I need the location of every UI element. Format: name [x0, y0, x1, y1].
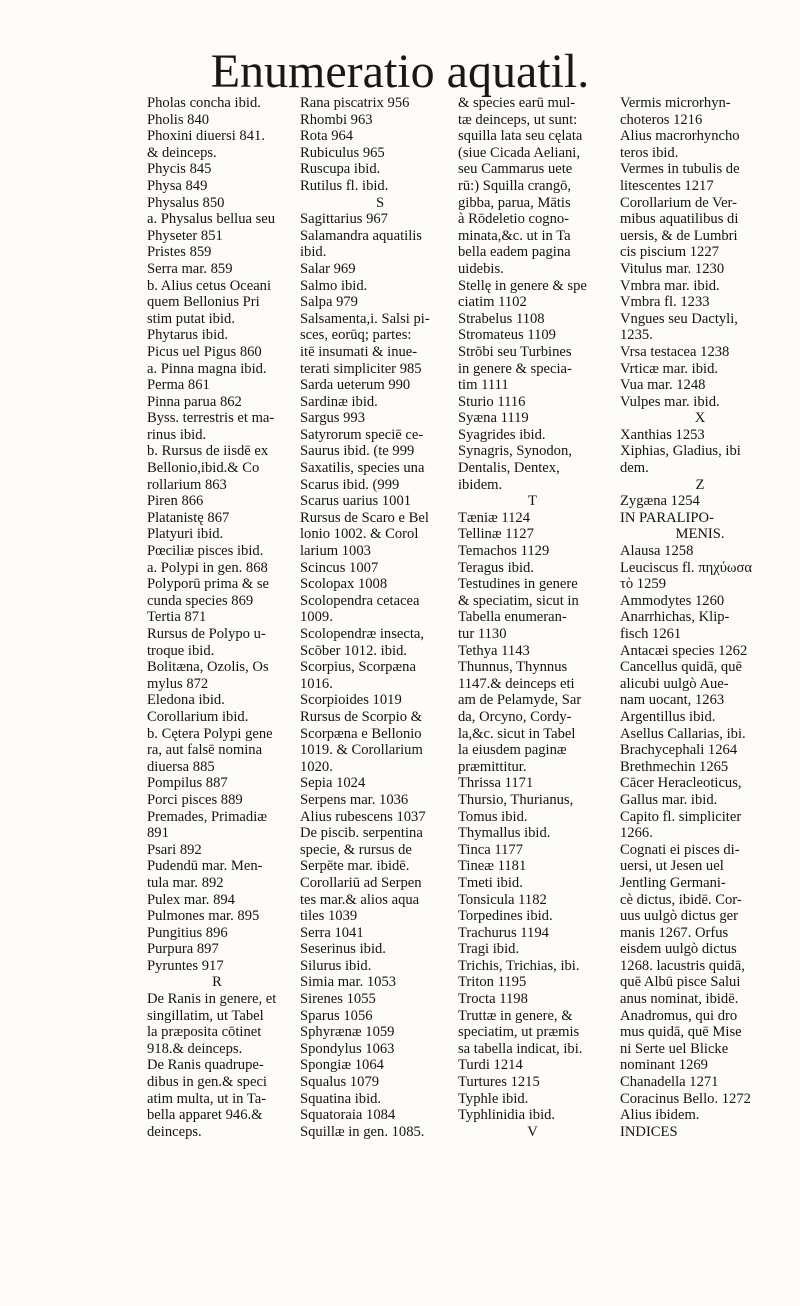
index-entry: Trichis, Trichias, ibi. [458, 957, 580, 974]
index-entry: a. Pinna magna ibid. [147, 360, 267, 377]
index-entry: lonio 1002. & Corol [300, 526, 419, 543]
index-entry: Strōbi seu Turbines [458, 343, 572, 360]
index-entry: mus quidā, quē Mise [620, 1024, 742, 1041]
index-entry: Rubiculus 965 [300, 144, 385, 161]
index-entry: uidebis. [458, 260, 504, 277]
index-entry: Turdi 1214 [458, 1057, 523, 1074]
index-entry: uus uulgò dictus ger [620, 908, 738, 925]
index-entry: bella apparet 946.& [147, 1107, 263, 1124]
index-entry: Pholas concha ibid. [147, 95, 261, 111]
index-entry: Typhle ibid. [458, 1090, 529, 1107]
index-entry: Alausa 1258 [620, 543, 694, 560]
index-entry: Sturio 1116 [458, 393, 526, 410]
index-entry: Alius macrorhyncho [620, 128, 740, 145]
index-entry: Pœciliæ pisces ibid. [147, 543, 264, 560]
index-entry: Bellonio,ibid.& Co [147, 460, 260, 477]
index-entry: Tineæ 1181 [458, 858, 527, 875]
index-entry: anus nominat, ibidē. [620, 991, 739, 1008]
index-entry: Temachos 1129 [458, 543, 550, 560]
index-entry: Ammodytes 1260 [620, 592, 725, 609]
index-entry: Picus uel Pigus 860 [147, 343, 262, 360]
index-entry: Salmo ibid. [300, 277, 368, 294]
index-entry: Eledona ibid. [147, 692, 225, 709]
index-entry: Perma 861 [147, 377, 210, 394]
index-entry: b. Cętera Polypi gene [147, 725, 273, 742]
index-entry: Antacæi species 1262 [620, 642, 748, 659]
index-entry: tur 1130 [458, 626, 507, 642]
index-entry: troque ibid. [147, 642, 215, 659]
index-entry: Anadromus, qui dro [620, 1007, 738, 1024]
index-entry: Platyuri ibid. [147, 526, 224, 543]
index-entry: Scarus uarius 1001 [300, 493, 412, 510]
index-entry: Asellus Callarias, ibi. [620, 725, 746, 742]
index-entry: squilla lata seu cęlata [458, 128, 583, 145]
index-entry: Trocta 1198 [458, 991, 528, 1008]
index-entry: Serpēte mar. ibidē. [300, 858, 410, 875]
index-entry: Vngues seu Dactyli, [620, 310, 738, 327]
index-entry: 1266. [620, 825, 653, 842]
index-entry: Turtures 1215 [458, 1074, 540, 1091]
index-entry: Sphyrænæ 1059 [300, 1024, 395, 1041]
index-entry: Rota 964 [300, 128, 354, 145]
index-entry: Tethya 1143 [458, 642, 530, 659]
index-entry: Sarda ueterum 990 [300, 377, 411, 394]
index-entry: Vua mar. 1248 [620, 377, 706, 394]
index-entry: Spongiæ 1064 [300, 1057, 384, 1074]
index-entry: Psari 892 [147, 841, 202, 858]
index-entry: Thunnus, Thynnus [458, 659, 568, 676]
index-entry: Alius rubescens 1037 [300, 808, 426, 825]
index-entry: Scolopax 1008 [300, 576, 388, 593]
index-entry: la eiusdem paginæ [458, 742, 567, 759]
index-entry: Vrsa testacea 1238 [620, 343, 730, 360]
index-entry: ciatim 1102 [458, 294, 527, 311]
index-entry: teros ibid. [620, 144, 679, 161]
index-entry: Scorpius, Scorpæna [300, 659, 416, 676]
index-column-3 [458, 95, 607, 1140]
index-entry: Testudines in genere [458, 576, 578, 593]
index-entry: stim putat ibid. [147, 310, 235, 327]
index-entry: bella eadem pagina [458, 244, 571, 261]
index-entry: Scarus ibid. (999 [300, 476, 400, 493]
index-entry: INDICES [620, 1123, 678, 1140]
index-entry: Rursus de Scorpio & [300, 708, 423, 725]
index-entry: Z [695, 476, 705, 493]
index-entry: ibidem. [458, 476, 503, 493]
index-entry: gibba, parua, Mātis [458, 194, 571, 211]
index-entry: litescentes 1217 [620, 177, 714, 194]
index-entry: De piscib. serpentina [300, 825, 423, 842]
index-entry: la præposita cōtinet [147, 1024, 262, 1041]
index-entry: Vmbra mar. ibid. [620, 277, 720, 294]
index-entry: Vulpes mar. ibid. [620, 393, 720, 410]
index-entry: S [375, 194, 385, 211]
index-entry: rollarium 863 [147, 476, 227, 493]
index-entry: Syagrides ibid. [458, 426, 546, 443]
index-entry: a. Polypi in gen. 868 [147, 559, 268, 576]
index-entry: Coracinus Bello. 1272 [620, 1090, 751, 1107]
index-entry: Pholis 840 [147, 111, 210, 128]
index-entry: Anarrhichas, Klip- [620, 609, 730, 626]
index-entry: Pudendū mar. Men- [147, 858, 263, 875]
index-entry: Tæniæ 1124 [458, 509, 531, 526]
index-entry: Stellę in genere & spe [458, 277, 587, 294]
index-entry: Stromateus 1109 [458, 327, 556, 344]
index-entry: Salar 969 [300, 260, 356, 277]
index-entry: (siue Cicada Aeliani, [458, 144, 580, 161]
index-entry: 1147.& deinceps eti [458, 675, 575, 692]
index-entry: Phycis 845 [147, 161, 212, 178]
index-entry: a. Physalus bellua seu [147, 211, 276, 228]
index-entry: Thrissa 1171 [458, 775, 534, 792]
index-entry: ibid. [300, 244, 327, 261]
index-entry: itē insumati & inue- [300, 343, 418, 360]
index-entry: Corollarium de Ver- [620, 194, 737, 211]
index-entry: manis 1267. Orfus [620, 924, 729, 941]
index-entry: b. Rursus de iisdē ex [147, 443, 269, 460]
index-entry: Physeter 851 [147, 227, 223, 244]
index-entry: De Ranis in genere, et [147, 991, 277, 1008]
index-entry: speciatim, ut præmis [458, 1024, 580, 1041]
index-entry: Pinna parua 862 [147, 393, 242, 410]
index-entry: da, Orcyno, Cordy- [458, 708, 572, 725]
index-entry: Corollariū ad Serpen [300, 874, 422, 891]
index-entry: Pompilus 887 [147, 775, 228, 792]
index-entry: Polyporū prima & se [147, 576, 270, 593]
index-entry: sa tabella indicat, ibi. [458, 1040, 583, 1057]
index-entry: Torpedines ibid. [458, 908, 553, 925]
index-entry: Leuciscus fl. πηχύωσα [620, 559, 753, 576]
index-entry: Triton 1195 [458, 974, 527, 991]
index-entry: in genere & specia- [458, 360, 572, 377]
index-entry: Simia mar. 1053 [300, 974, 397, 991]
index-entry: V [527, 1123, 538, 1140]
index-entry: Pungitius 896 [147, 924, 228, 941]
index-entry: 918.& deinceps. [147, 1040, 243, 1057]
index-entry: Piren 866 [147, 493, 204, 510]
index-entry: singillatim, ut Tabel [147, 1007, 264, 1024]
index-entry: R [212, 974, 222, 991]
index-entry: & species earū mul- [458, 95, 576, 111]
index-entry: Vmbra fl. 1233 [620, 294, 710, 311]
index-entry: X [694, 410, 706, 427]
index-entry: Squatina ibid. [300, 1090, 382, 1107]
index-entry: Scōber 1012. ibid. [300, 642, 408, 659]
index-entry: Physalus 850 [147, 194, 225, 211]
index-entry: quem Bellonius Pri [147, 294, 260, 311]
index-entry: Serra mar. 859 [147, 260, 233, 277]
index-entry: nam uocant, 1263 [620, 692, 725, 709]
index-entry: Salsamenta,i. Salsi pi- [300, 310, 430, 327]
index-entry: Tomus ibid. [458, 808, 528, 825]
index-entry: Strabelus 1108 [458, 310, 545, 327]
index-entry: Spondylus 1063 [300, 1040, 395, 1057]
index-entry: tula mar. 892 [147, 874, 224, 891]
index-entry: tiles 1039 [300, 908, 358, 925]
index-entry: Saxatilis, species una [300, 460, 425, 477]
index-entry: præmittitur. [458, 758, 527, 775]
index-entry: Salpa 979 [300, 294, 358, 311]
index-entry: Platanistę 867 [147, 509, 230, 526]
index-entry: Trachurus 1194 [458, 924, 549, 941]
index-entry: seu Cammarus uete [458, 161, 573, 178]
index-entry: Sardinæ ibid. [300, 393, 378, 410]
index-entry: Thursio, Thurianus, [458, 791, 574, 808]
index-entry: Alius ibidem. [620, 1107, 700, 1124]
index-entry: Vitulus mar. 1230 [620, 260, 725, 277]
index-entry: Silurus ibid. [300, 957, 372, 974]
index-entry: eisdem uulgò dictus [620, 941, 737, 958]
index-entry: Chanadella 1271 [620, 1074, 719, 1091]
index-entry: Ruscupa ibid. [300, 161, 381, 178]
index-entry: nominant 1269 [620, 1057, 708, 1074]
index-entry: Byss. terrestris et ma- [147, 410, 275, 427]
index-entry: Sargus 993 [300, 410, 366, 427]
index-entry: larium 1003 [300, 543, 371, 560]
index-entry: tes mar.& alios aqua [300, 891, 420, 908]
index-entry: IN PARALIPO- [620, 509, 714, 526]
index-entry: Cognati ei pisces di- [620, 841, 740, 858]
index-entry: Vermes in tubulis de [620, 161, 740, 178]
index-entry: ra, aut falsē nomina [147, 742, 263, 759]
index-entry: alicubi uulgò Aue- [620, 675, 729, 692]
index-entry: 1020. [300, 758, 333, 775]
index-entry: Scorpioides 1019 [300, 692, 402, 709]
index-entry: rū:) Squilla crangō, [458, 177, 572, 194]
index-entry: à Rōdeletio cogno- [458, 211, 570, 228]
index-column-4 [620, 95, 780, 1140]
index-entry: Brethmechin 1265 [620, 758, 729, 775]
index-entry: dem. [620, 460, 649, 477]
index-entry: fisch 1261 [620, 626, 682, 642]
index-entry: Squillæ in gen. 1085. [300, 1123, 425, 1140]
index-entry: cunda species 869 [147, 592, 254, 609]
index-entry: Saurus ibid. (te 999 [300, 443, 415, 460]
index-entry: Serra 1041 [300, 924, 364, 941]
index-entry: Brachycephali 1264 [620, 742, 738, 759]
index-entry: Squalus 1079 [300, 1074, 380, 1091]
index-entry: Serpens mar. 1036 [300, 791, 409, 808]
index-entry: Sepia 1024 [300, 775, 366, 792]
index-entry: Tragi ibid. [458, 941, 520, 958]
index-entry: Capito fl. simpliciter [620, 808, 742, 825]
index-entry: atim multa, ut in Ta- [147, 1090, 267, 1107]
index-entry: Teragus ibid. [458, 559, 534, 576]
index-entry: & speciatim, sicut in [458, 592, 579, 609]
index-entry: Seserinus ibid. [300, 941, 386, 958]
index-entry: Synagris, Synodon, [458, 443, 572, 460]
index-entry: Rutilus fl. ibid. [300, 177, 389, 194]
index-entry: Argentillus ibid. [620, 708, 716, 725]
index-columns [147, 95, 797, 1295]
index-entry: 1016. [300, 675, 333, 692]
index-entry: 1268. lacustris quidā, [620, 957, 745, 974]
index-entry: rinus ibid. [147, 426, 207, 443]
index-entry: Scorpæna e Bellonio [300, 725, 422, 742]
index-entry: 1009. [300, 609, 333, 626]
index-entry: Salamandra aquatilis [300, 227, 422, 244]
index-entry: 1235. [620, 327, 653, 344]
index-entry: Vrticæ mar. ibid. [620, 360, 719, 377]
index-entry: Scincus 1007 [300, 559, 379, 576]
index-entry: cis piscium 1227 [620, 244, 719, 261]
index-entry: Zygæna 1254 [620, 493, 700, 510]
index-entry: Tonsicula 1182 [458, 891, 547, 908]
index-entry: cè dictus, ibidē. Cor- [620, 891, 742, 908]
index-entry: Bolitæna, Ozolis, Os [147, 659, 269, 676]
index-entry: Vermis microrhyn- [620, 95, 731, 111]
index-entry: Scolopendræ insecta, [300, 626, 425, 642]
index-entry: choteros 1216 [620, 111, 703, 128]
index-entry: mylus 872 [147, 675, 209, 692]
index-entry: Pulex mar. 894 [147, 891, 235, 908]
index-entry: Xiphias, Gladius, ibi [620, 443, 741, 460]
index-entry: Squatoraia 1084 [300, 1107, 396, 1124]
page-title: Enumeratio aquatil. [210, 45, 590, 98]
index-entry: Xanthias 1253 [620, 426, 705, 443]
index-entry: deinceps. [147, 1123, 202, 1140]
index-entry: Premades, Primadiæ [147, 808, 267, 825]
index-entry: Jentling Germani- [620, 874, 726, 891]
index-entry: Satyrorum speciē ce- [300, 426, 424, 443]
index-entry: la,&c. sicut in Tabel [458, 725, 576, 742]
index-entry: ni Serte uel Blicke [620, 1040, 729, 1057]
index-entry: terati simpliciter 985 [300, 360, 422, 377]
index-entry: Tertia 871 [147, 609, 207, 626]
index-entry: Syæna 1119 [458, 410, 529, 427]
index-entry: specie, & rursus de [300, 841, 412, 858]
index-entry: Phoxini diuersi 841. [147, 128, 265, 145]
index-entry: tæ deinceps, ut sunt: [458, 111, 578, 128]
index-column-2 [300, 95, 460, 1140]
index-entry: Corollarium ibid. [147, 708, 249, 725]
index-entry: Dentalis, Dentex, [458, 460, 560, 477]
index-entry: Typhlinidia ibid. [458, 1107, 556, 1124]
index-entry: Phytarus ibid. [147, 327, 229, 344]
index-entry: Rursus de Scaro e Bel [300, 509, 429, 526]
index-entry: diuersa 885 [147, 758, 215, 775]
index-entry: sces, eorūq; partes: [300, 327, 412, 344]
index-entry: Rhombi 963 [300, 111, 373, 128]
index-entry: Porci pisces 889 [147, 791, 243, 808]
index-entry: 891 [147, 825, 169, 842]
index-entry: De Ranis quadrupe- [147, 1057, 264, 1074]
index-entry: Pulmones mar. 895 [147, 908, 260, 925]
index-entry: tim 1111 [458, 377, 509, 394]
index-entry: Tinca 1177 [458, 841, 524, 858]
index-entry: uersi, ut Jesen uel [620, 858, 724, 875]
index-entry: T [528, 493, 537, 510]
index-column-1 [147, 95, 287, 1140]
index-entry: Purpura 897 [147, 941, 219, 958]
index-entry: quē Albū pisce Salui [620, 974, 741, 991]
index-entry: b. Alius cetus Oceani [147, 277, 272, 294]
index-entry: Tabella enumeran- [458, 609, 567, 626]
index-entry: dibus in gen.& speci [147, 1074, 267, 1091]
index-entry: minata,&c. ut in Ta [458, 227, 571, 244]
index-entry: Rana piscatrix 956 [300, 95, 410, 111]
index-entry: Tmeti ibid. [458, 874, 523, 891]
index-entry: mibus aquatilibus di [620, 211, 739, 228]
index-entry: 1019. & Corollarium [300, 742, 423, 759]
index-entry: & deinceps. [147, 144, 217, 161]
index-entry: Physa 849 [147, 177, 208, 194]
index-entry: Tellinæ 1127 [458, 526, 534, 543]
index-entry: Gallus mar. ibid. [620, 791, 718, 808]
index-entry: Pristes 859 [147, 244, 212, 261]
index-entry: Pyruntes 917 [147, 957, 224, 974]
index-entry: Truttæ in genere, & [458, 1007, 573, 1024]
index-entry: Cancellus quidā, quē [620, 659, 742, 676]
index-entry: Sparus 1056 [300, 1007, 373, 1024]
index-entry: τὸ 1259 [620, 576, 666, 593]
index-entry: Thymallus ibid. [458, 825, 551, 842]
index-entry: Scolopendra cetacea [300, 592, 420, 609]
index-entry: Rursus de Polypo u- [147, 626, 266, 642]
index-entry: uersis, & de Lumbri [620, 227, 738, 244]
index-entry: am de Pelamyde, Sar [458, 692, 582, 709]
index-entry: Sagittarius 967 [300, 211, 388, 228]
index-entry: Sirenes 1055 [300, 991, 376, 1008]
index-entry: Cācer Heracleoticus, [620, 775, 742, 792]
index-entry: MENIS. [675, 526, 725, 543]
